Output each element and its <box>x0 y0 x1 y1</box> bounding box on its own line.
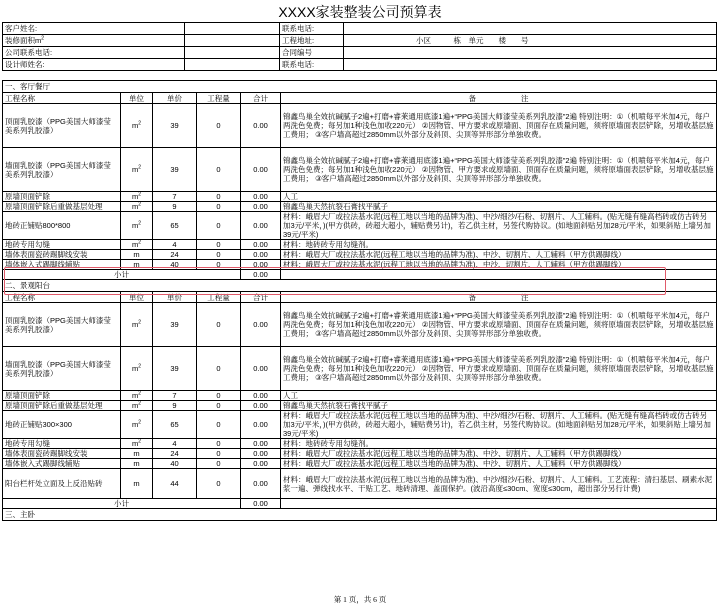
item-note: 材料：峨眉大厂或拉法基水泥(远程工地以当地的品牌为准)、中沙/细沙/石粉、切割片、人工辅料。工艺流程：清扫基层、刷素水泥浆一遍、弹线找水平、干贴工艺、地砖清理、盖面保护。(波沿高度≤30cm、宽度≤30cm，超出部分另行计费) <box>281 469 717 499</box>
item-quantity[interactable]: 0 <box>197 411 241 439</box>
item-unit-price: 7 <box>153 192 197 202</box>
unit-text: m <box>131 391 139 400</box>
unit-text: m <box>131 192 139 201</box>
item-unit <box>121 401 153 411</box>
unit-text: m <box>131 320 139 329</box>
table-row <box>3 212 717 240</box>
subtotal-row <box>3 499 717 509</box>
item-unit <box>121 260 153 270</box>
item-quantity[interactable]: 0 <box>197 202 241 212</box>
table-row <box>3 469 717 499</box>
item-total: 0.00 <box>241 347 281 391</box>
table-row <box>3 303 717 347</box>
item-quantity[interactable]: 0 <box>197 469 241 499</box>
item-name: 墙体表面瓷砖踢脚线安装 <box>3 250 121 260</box>
address-field[interactable]: 小区 栋 单元 楼 号 <box>344 35 717 47</box>
item-unit <box>121 469 153 499</box>
unit-superscript: 2 <box>138 319 142 326</box>
item-name: 墙面乳胶漆（PPG美国大师漆莹美系列乳胶漆） <box>3 347 121 391</box>
item-name: 顶面乳胶漆（PPG美国大师漆莹美系列乳胶漆） <box>3 303 121 347</box>
table-row <box>3 401 717 411</box>
table-row <box>3 449 717 459</box>
item-name: 地砖正铺贴800*800 <box>3 212 121 240</box>
unit-text: m <box>131 401 139 410</box>
item-unit-price: 24 <box>153 250 197 260</box>
item-total: 0.00 <box>241 303 281 347</box>
table-row <box>3 347 717 391</box>
item-total: 0.00 <box>241 439 281 449</box>
item-unit <box>121 148 153 192</box>
item-quantity[interactable]: 0 <box>197 192 241 202</box>
unit-superscript: 2 <box>138 363 142 370</box>
column-header: 单位 <box>121 292 153 303</box>
table-row <box>3 260 717 270</box>
item-quantity[interactable]: 0 <box>197 260 241 270</box>
item-note: 材料：峨眉大厂或拉法基水泥(远程工地以当地的品牌为准)、中沙/细沙/石粉、切割片、人工辅料。(贴无缝有缝高档砖或仿古砖另加3元/平米，)(甲方供砖，砖超大超小，辅贴费另计)，若乙供主材，另签代购协议。(如地面斜贴另加28元/平米，如果斜贴上墙另加39元/平米) <box>281 411 717 439</box>
unit-text: m <box>133 260 140 269</box>
item-total: 0.00 <box>241 202 281 212</box>
subtotal-value: 0.00 <box>241 499 281 509</box>
item-total: 0.00 <box>241 250 281 260</box>
item-name: 墙体嵌入式踢脚线辅贴 <box>3 459 121 469</box>
item-total: 0.00 <box>241 148 281 192</box>
item-quantity[interactable]: 0 <box>197 212 241 240</box>
unit-text: m <box>133 250 140 259</box>
item-unit-price: 39 <box>153 347 197 391</box>
item-unit-price: 40 <box>153 459 197 469</box>
item-quantity[interactable]: 0 <box>197 148 241 192</box>
unit-text: m <box>133 459 140 468</box>
column-header: 备 注 <box>281 292 717 303</box>
unit-text: m <box>131 165 139 174</box>
unit-text: m <box>131 364 139 373</box>
item-total: 0.00 <box>241 260 281 270</box>
item-name: 地砖正铺贴300×300 <box>3 411 121 439</box>
unit-superscript: 2 <box>138 220 142 227</box>
item-note: 锦鑫鸟巢全效抗碱腻子2遍+打磨+睿莱通用底漆1遍+“PPG美国大师漆莹美系列乳胶漆”2遍 特别注明：①（机喷每平米加4元，每户两洗色免费；每另加1种浅色加收220元） ②因物管、甲方要求或原墙面、顶面存在质量问题，须将原墙面表层铲除，另增收基层施工费用； ③客户墙高超过2850mm以外部分及斜顶、尖顶等异形部分单独收费。 <box>281 104 717 148</box>
item-note: 锦鑫鸟巢天然抗裂石膏找平腻子 <box>281 401 717 411</box>
column-header: 合计 <box>241 93 281 104</box>
item-name: 墙体嵌入式踢脚线辅贴 <box>3 260 121 270</box>
item-quantity[interactable]: 0 <box>197 347 241 391</box>
item-note: 材料：峨眉大厂或拉法基水泥(远程工地以当地的品牌为准)、中沙、切割片、人工辅料（甲方供踢脚线） <box>281 449 717 459</box>
table-row <box>3 202 717 212</box>
area-label: 装修面积$m^2$ <box>3 35 185 47</box>
item-unit <box>121 391 153 401</box>
item-note: 人工 <box>281 391 717 401</box>
subtotal-note <box>281 499 717 509</box>
item-unit-price: 4 <box>153 240 197 250</box>
budget-table <box>2 80 717 521</box>
item-name: 地砖专用勾缝 <box>3 439 121 449</box>
section-row <box>3 81 717 93</box>
item-name: 墙面乳胶漆（PPG美国大师漆莹美系列乳胶漆） <box>3 148 121 192</box>
item-name: 地砖专用勾缝 <box>3 240 121 250</box>
unit-text: m <box>133 449 140 458</box>
column-header: 工程名称 <box>3 93 121 104</box>
item-unit <box>121 347 153 391</box>
item-quantity[interactable]: 0 <box>197 250 241 260</box>
item-note: 锦鑫鸟巢全效抗碱腻子2遍+打磨+睿莱通用底漆1遍+“PPG美国大师漆莹美系列乳胶漆”2遍 特别注明：①（机喷每平米加4元，每户两洗色免费；每另加1种浅色加收220元） ②因物管、甲方要求或原墙面、顶面存在质量问题，须将原墙面表层铲除，另增收基层施工费用； ③客户墙高超过2850mm以外部分及斜顶、尖顶等异形部分单独收费。 <box>281 148 717 192</box>
item-unit <box>121 250 153 260</box>
table-row <box>3 250 717 260</box>
item-unit-price: 4 <box>153 439 197 449</box>
table-row <box>3 411 717 439</box>
table-row <box>3 192 717 202</box>
subtotal-label: 小计 <box>3 270 241 280</box>
unit-superscript: 2 <box>138 164 142 171</box>
item-name: 原墙顶面铲除后重做基层处理 <box>3 202 121 212</box>
item-note: 锦鑫鸟巢全效抗碱腻子2遍+打磨+睿莱通用底漆1遍+“PPG美国大师漆莹美系列乳胶漆”2遍 特别注明：①（机喷每平米加4元，每户两洗色免费；每另加1种浅色加收220元） ②因物管、甲方要求或原墙面、顶面存在质量问题，须将原墙面表层铲除，另增收基层施工费用； ③客户墙高超过2850mm以外部分及斜顶、尖顶等异形部分单独收费。 <box>281 347 717 391</box>
unit-superscript: 2 <box>138 191 142 198</box>
item-note: 材料：地砖砖专用勾缝剂。 <box>281 439 717 449</box>
item-quantity[interactable]: 0 <box>197 104 241 148</box>
client-phone-label: 联系电话: <box>280 23 344 35</box>
item-unit <box>121 240 153 250</box>
column-header: 工程量 <box>197 93 241 104</box>
unit-superscript: 2 <box>138 120 142 127</box>
contract-number-field[interactable] <box>344 47 717 59</box>
item-unit <box>121 439 153 449</box>
unit-text: m <box>131 221 139 230</box>
client-name-label: 客户姓名: <box>3 23 185 35</box>
unit-superscript: 2 <box>138 239 142 246</box>
section-row <box>3 280 717 292</box>
unit-superscript: 2 <box>138 400 142 407</box>
subtotal-value: 0.00 <box>241 270 281 280</box>
company-phone-field[interactable] <box>185 47 280 59</box>
item-unit-price: 24 <box>153 449 197 459</box>
item-quantity[interactable]: 0 <box>197 303 241 347</box>
item-name: 顶面乳胶漆（PPG美国大师漆莹美系列乳胶漆） <box>3 104 121 148</box>
designer-phone-label: 联系电话: <box>280 59 344 71</box>
item-quantity[interactable]: 0 <box>197 459 241 469</box>
section-title: 一、客厅餐厅 <box>3 81 717 93</box>
unit-text: m <box>131 202 139 211</box>
client-info-table <box>2 22 717 71</box>
section-title: 二、景观阳台 <box>3 280 717 292</box>
column-header: 单价 <box>153 292 197 303</box>
item-total: 0.00 <box>241 240 281 250</box>
item-note: 材料：峨眉大厂或拉法基水泥(远程工地以当地的品牌为准)、中沙、切割片、人工辅料（甲方供踢脚线） <box>281 459 717 469</box>
contract-number-label: 合同编号 <box>280 47 344 59</box>
item-unit <box>121 104 153 148</box>
item-total: 0.00 <box>241 459 281 469</box>
item-quantity[interactable]: 0 <box>197 401 241 411</box>
item-note: 锦鑫鸟巢天然抗裂石膏找平腻子 <box>281 202 717 212</box>
column-header: 单价 <box>153 93 197 104</box>
company-phone-label: 公司联系电话: <box>3 47 185 59</box>
item-total: 0.00 <box>241 391 281 401</box>
column-header: 备 注 <box>281 93 717 104</box>
column-header-row <box>3 292 717 303</box>
table-row <box>3 240 717 250</box>
item-total: 0.00 <box>241 449 281 459</box>
unit-text: m <box>133 479 140 488</box>
item-unit-price: 39 <box>153 303 197 347</box>
section-title: 三、主卧 <box>3 509 717 521</box>
unit-superscript: 2 <box>138 201 142 208</box>
page-title: XXXX家装整装公司预算表 <box>278 4 442 20</box>
table-row <box>3 439 717 449</box>
item-note: 材料：峨眉大厂或拉法基水泥(远程工地以当地的品牌为准)、中沙、切割片、人工辅料（甲方供踢脚线） <box>281 260 717 270</box>
item-name: 阳台栏杆处立面及上反沿贴砖 <box>3 469 121 499</box>
item-total: 0.00 <box>241 104 281 148</box>
item-unit <box>121 459 153 469</box>
subtotal-row <box>3 270 717 280</box>
item-note: 锦鑫鸟巢全效抗碱腻子2遍+打磨+睿莱通用底漆1遍+“PPG美国大师漆莹美系列乳胶漆”2遍 特别注明：①（机喷每平米加4元，每户两洗色免费；每另加1种浅色加收220元） ②因物管、甲方要求或原墙面、顶面存在质量问题，须将原墙面表层铲除，另增收基层施工费用； ③客户墙高超过2850mm以外部分及斜顶、尖顶等异形部分单独收费。 <box>281 303 717 347</box>
item-name: 墙体表面瓷砖踢脚线安装 <box>3 449 121 459</box>
client-name-field[interactable] <box>185 23 280 35</box>
page-footer: 第 1 页，共 6 页 <box>333 595 387 604</box>
client-phone-field[interactable] <box>344 23 717 35</box>
column-header: 合计 <box>241 292 281 303</box>
unit-superscript: 2 <box>138 438 142 445</box>
item-total: 0.00 <box>241 212 281 240</box>
item-total: 0.00 <box>241 192 281 202</box>
designer-name-field[interactable] <box>185 59 280 71</box>
item-unit-price: 9 <box>153 401 197 411</box>
item-total: 0.00 <box>241 401 281 411</box>
item-unit <box>121 212 153 240</box>
item-unit-price: 40 <box>153 260 197 270</box>
area-field[interactable] <box>185 35 280 47</box>
item-note: 材料：峨眉大厂或拉法基水泥(远程工地以当地的品牌为准)、中沙/细沙/石粉、切割片、人工辅料。(贴无缝有缝高档砖或仿古砖另加3元/平米，)(甲方供砖，砖超大超小，辅贴费另计)，若乙供主材，另签代购协议。(如地面斜贴另加28元/平米，如果斜贴上墙另加39元/平米) <box>281 212 717 240</box>
table-row <box>3 391 717 401</box>
subtotal-label: 小计 <box>3 499 241 509</box>
designer-name-label: 设计师姓名: <box>3 59 185 71</box>
item-unit-price: 9 <box>153 202 197 212</box>
item-note: 材料：地砖砖专用勾缝剂。 <box>281 240 717 250</box>
item-unit <box>121 192 153 202</box>
item-quantity[interactable]: 0 <box>197 449 241 459</box>
item-name: 原墙顶面铲除后重做基层处理 <box>3 401 121 411</box>
item-unit-price: 65 <box>153 212 197 240</box>
item-unit <box>121 449 153 459</box>
item-unit-price: 7 <box>153 391 197 401</box>
item-unit-price: 39 <box>153 148 197 192</box>
item-total: 0.00 <box>241 469 281 499</box>
unit-text: m <box>131 121 139 130</box>
unit-superscript: 2 <box>138 390 142 397</box>
item-note: 材料：峨眉大厂或拉法基水泥(远程工地以当地的品牌为准)、中沙、切割片、人工辅料（甲方供踢脚线） <box>281 250 717 260</box>
item-unit-price: 65 <box>153 411 197 439</box>
unit-text: m <box>131 240 139 249</box>
item-note: 人工 <box>281 192 717 202</box>
column-header: 工程名称 <box>3 292 121 303</box>
column-header: 工程量 <box>197 292 241 303</box>
item-quantity[interactable]: 0 <box>197 439 241 449</box>
item-quantity[interactable]: 0 <box>197 391 241 401</box>
item-quantity[interactable]: 0 <box>197 240 241 250</box>
unit-text: m <box>131 439 139 448</box>
item-unit <box>121 411 153 439</box>
address-label: 工程地址: <box>280 35 344 47</box>
section-row <box>3 509 717 521</box>
table-row <box>3 459 717 469</box>
unit-text: m <box>131 420 139 429</box>
item-unit-price: 39 <box>153 104 197 148</box>
item-unit <box>121 303 153 347</box>
designer-phone-field[interactable] <box>344 59 717 71</box>
table-row <box>3 104 717 148</box>
item-unit-price: 44 <box>153 469 197 499</box>
table-row <box>3 148 717 192</box>
column-header-row <box>3 93 717 104</box>
item-total: 0.00 <box>241 411 281 439</box>
item-name: 原墙顶面铲除 <box>3 391 121 401</box>
item-unit <box>121 202 153 212</box>
item-name: 原墙顶面铲除 <box>3 192 121 202</box>
subtotal-note <box>281 270 717 280</box>
unit-superscript: 2 <box>138 419 142 426</box>
column-header: 单位 <box>121 93 153 104</box>
